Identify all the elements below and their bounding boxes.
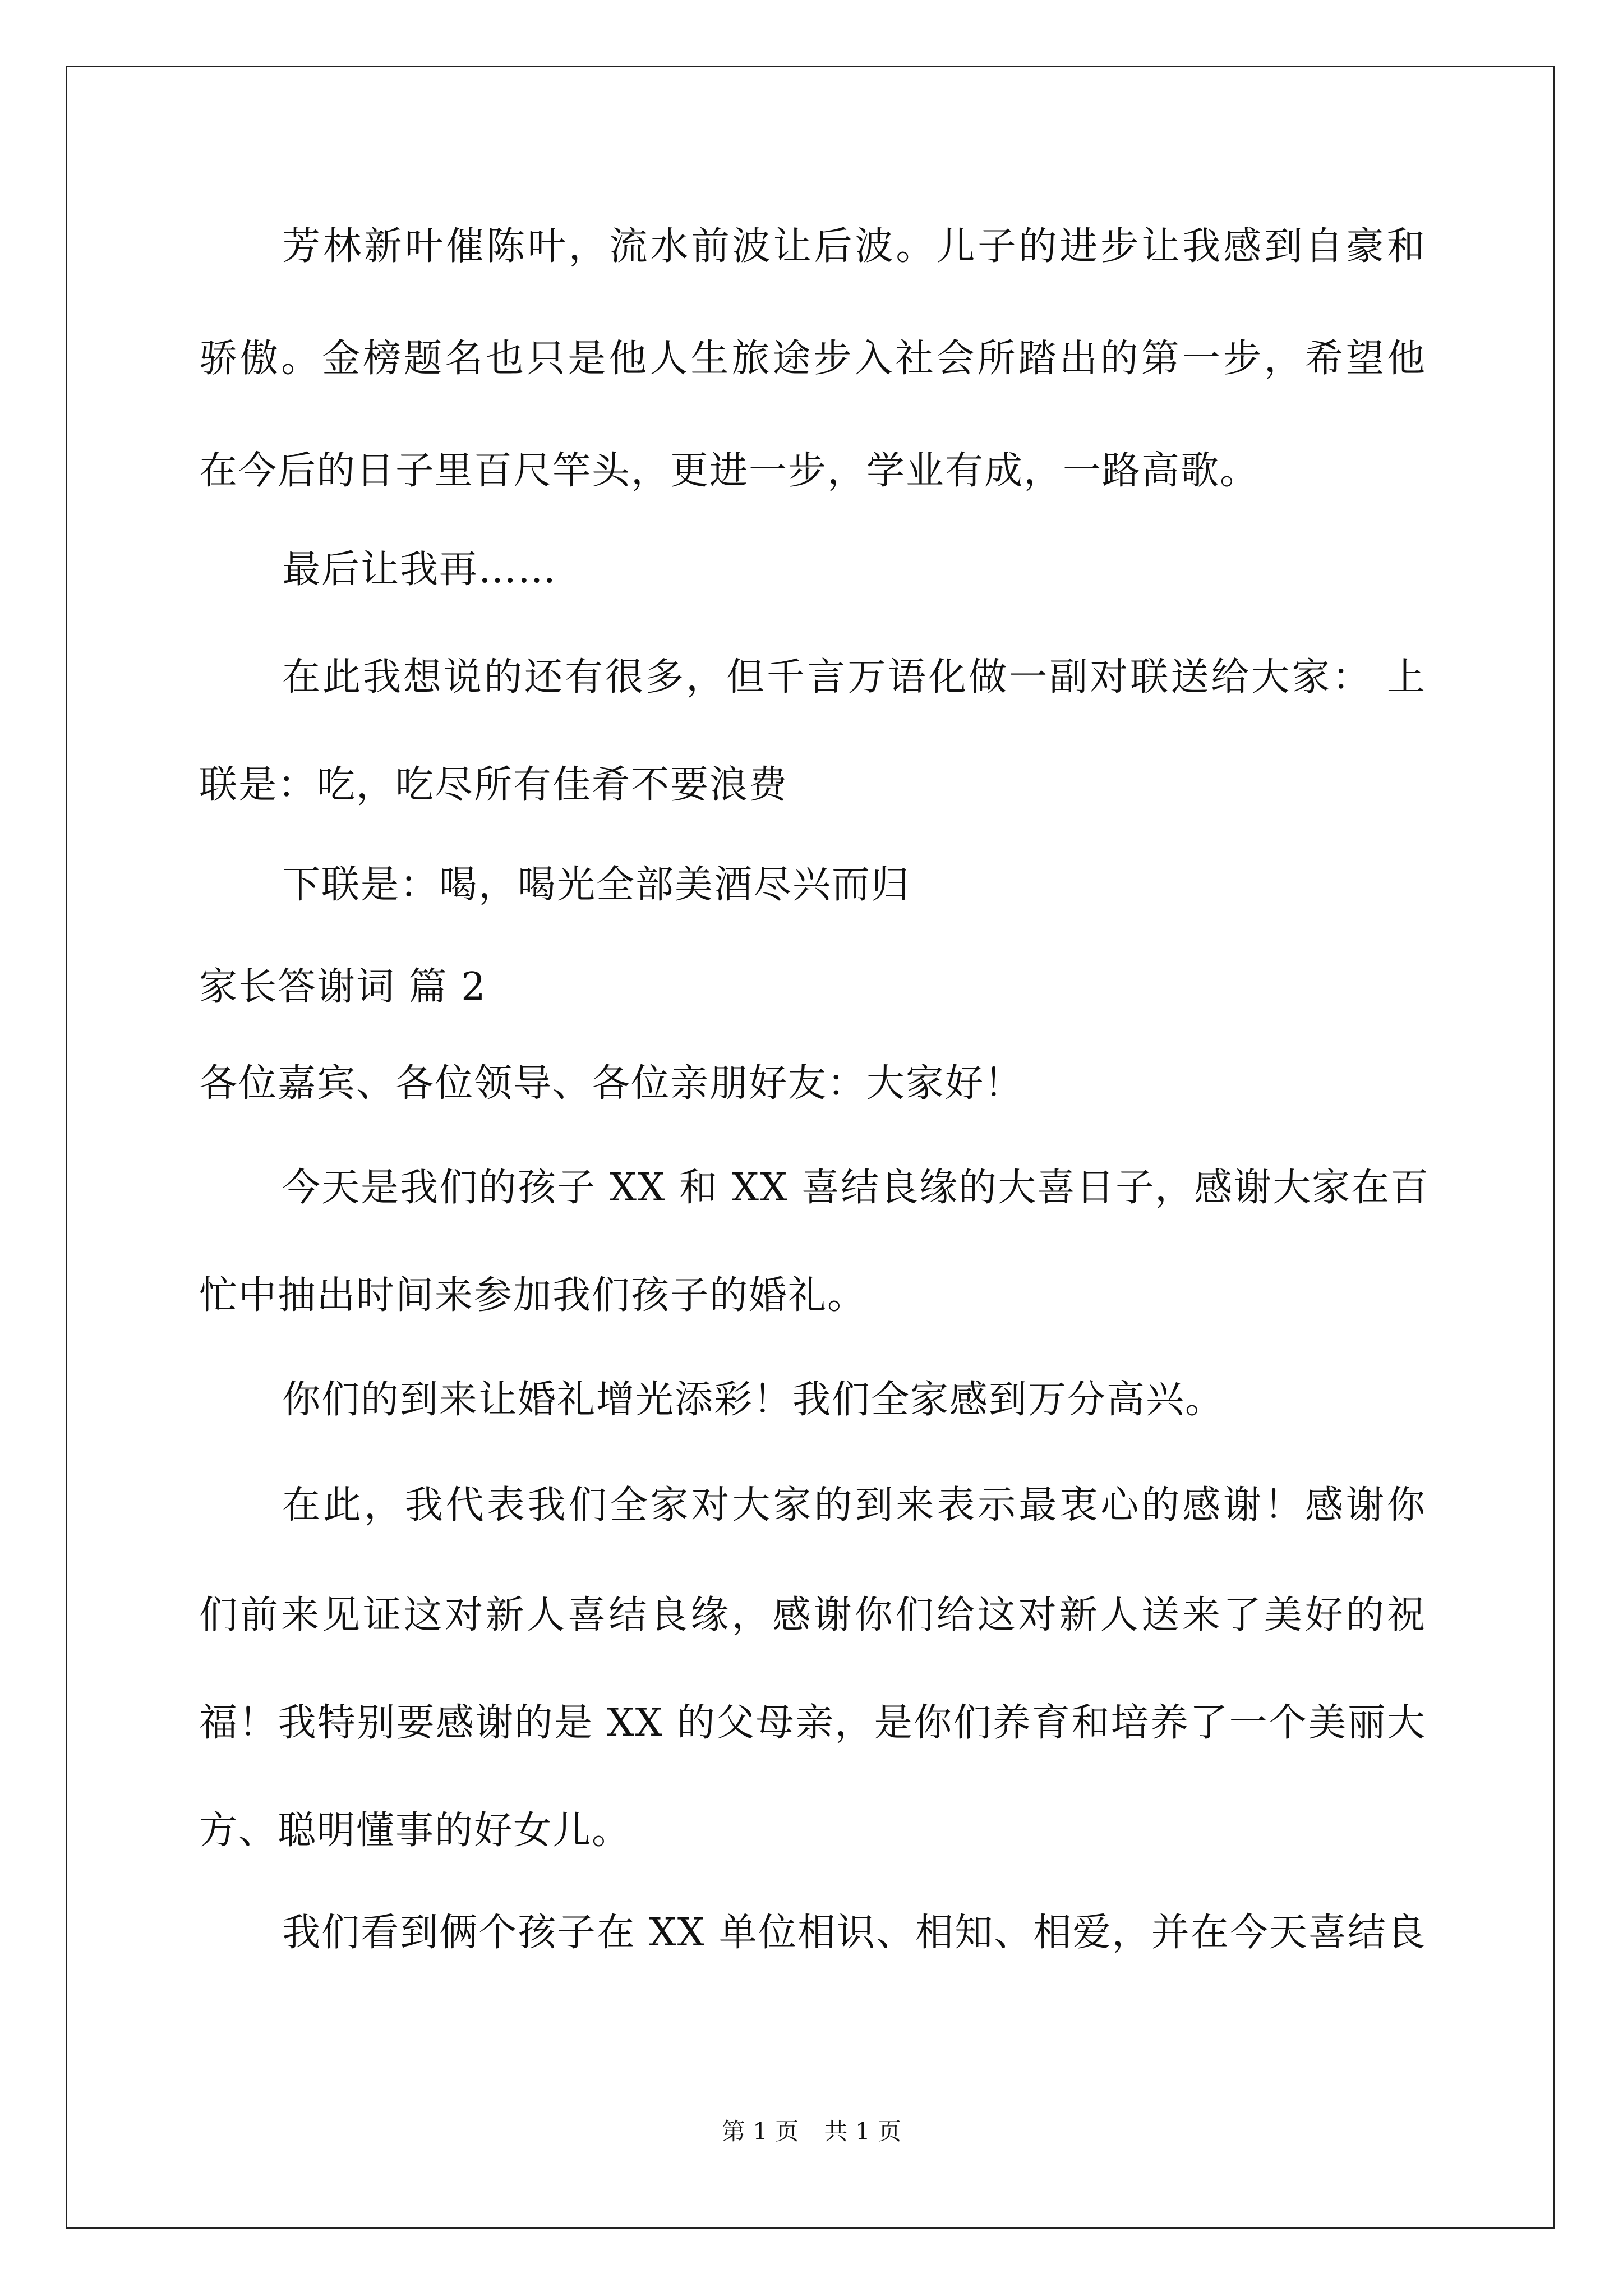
paragraph-line: 在此，我代表我们全家对大家的到来表示最衷心的感谢！感谢你 [282,1483,1426,1527]
section-heading: 家长答谢词 篇 2 [199,965,487,1009]
paragraph-line: 今天是我们的孩子 XX 和 XX 喜结良缘的大喜日子，感谢大家在百 [282,1166,1430,1210]
paragraph-line: 芳林新叶催陈叶，流水前波让后波。儿子的进步让我感到自豪和 [282,224,1426,269]
page-border [66,66,1555,2229]
paragraph-line: 联是：吃，吃尽所有佳肴不要浪费 [199,763,789,807]
page-number: 第 1 页 [721,2118,799,2145]
paragraph-line: 骄傲。金榜题名也只是他人生旅途步入社会所踏出的第一步，希望他 [199,337,1426,381]
paragraph-line: 福！我特别要感谢的是 XX 的父母亲，是你们养育和培养了一个美丽大 [199,1701,1426,1745]
paragraph-line: 方、聪明懂事的好女儿。 [199,1809,631,1853]
paragraph-line: 在今后的日子里百尺竿头，更进一步，学业有成，一路高歌。 [199,449,1260,493]
paragraph-line: 在此我想说的还有很多，但千言万语化做一副对联送给大家： 上 [282,655,1426,700]
paragraph-line: 下联是：喝，喝光全部美酒尽兴而归 [282,863,911,907]
paragraph-line: 我们看到俩个孩子在 XX 单位相识、相知、相爱，并在今天喜结良 [282,1911,1426,1955]
paragraph-line: 忙中抽出时间来参加我们孩子的婚礼。 [199,1273,867,1318]
paragraph-line: 你们的到来让婚礼增光添彩！我们全家感到万分高兴。 [282,1378,1225,1422]
page-footer [0,2115,1623,2148]
paragraph-line: 最后让我再…… [282,547,557,592]
paragraph-line: 们前来见证这对新人喜结良缘，感谢你们给这对新人送来了美好的祝 [199,1593,1426,1637]
page-total: 共 1 页 [824,2118,902,2145]
salutation: 各位嘉宾、各位领导、各位亲朋好友：大家好！ [199,1061,1024,1106]
